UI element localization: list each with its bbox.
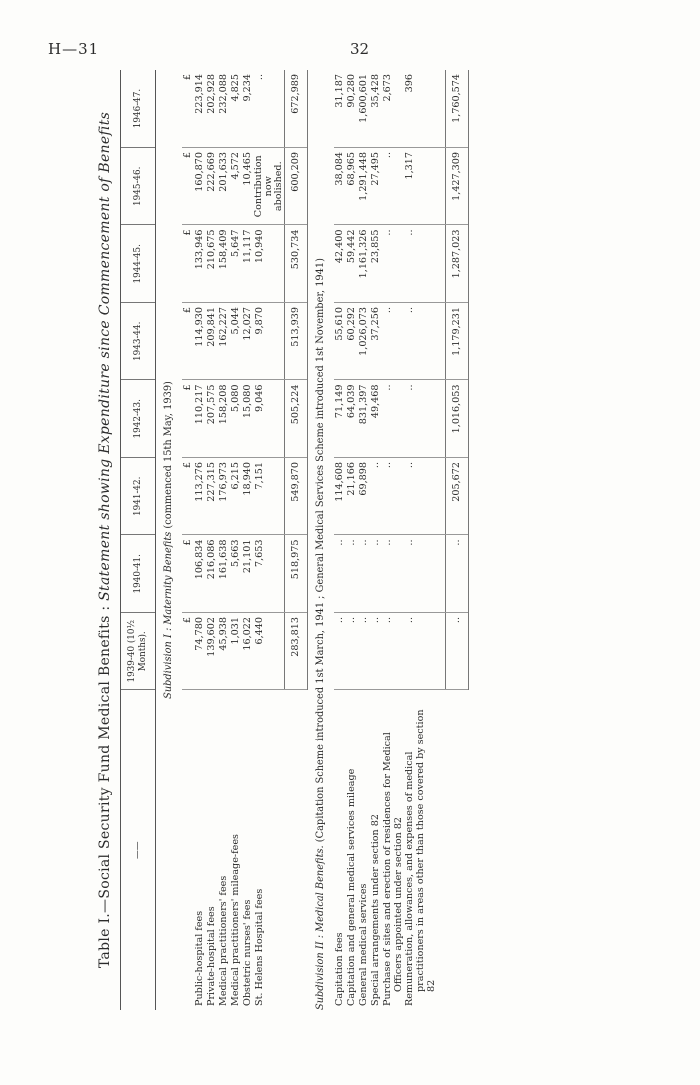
currency-symbol: £ bbox=[182, 458, 194, 536]
table-cell: 5,647 bbox=[230, 225, 242, 303]
table-cell: 10,465 bbox=[242, 148, 254, 226]
total-cell: 513,939 bbox=[285, 303, 308, 381]
column-header: 1946-47. bbox=[121, 70, 156, 148]
total-cell: .. bbox=[446, 613, 469, 691]
subdivision-1-heading bbox=[156, 70, 183, 1010]
table-cell: 9,870 bbox=[254, 303, 285, 381]
table-cell: .. bbox=[404, 225, 437, 303]
column-header: —— bbox=[121, 690, 156, 1010]
table-cell: .. bbox=[382, 148, 404, 226]
total-cell: .. bbox=[446, 535, 469, 613]
table-cell: 18,940 bbox=[242, 458, 254, 536]
table-cell: 37,256 bbox=[370, 303, 382, 381]
table-row bbox=[334, 70, 346, 1010]
table-cell: 1,026,073 bbox=[358, 303, 370, 381]
table-cell: 216,086 bbox=[206, 535, 218, 613]
table-cell: .. bbox=[382, 303, 404, 381]
table-cell: 71,149 bbox=[334, 380, 346, 458]
table-cell: .. bbox=[404, 613, 437, 691]
table-cell: 201,633 bbox=[218, 148, 230, 226]
row-label: Purchase of sites and erection of residences for Medical Officers appointed under section 82 bbox=[382, 732, 404, 1006]
table-cell: .. bbox=[254, 70, 285, 148]
subdivision-2-title: Subdivision II : Medical Benefits. bbox=[315, 845, 326, 1010]
table-cell: 64,039 bbox=[346, 380, 358, 458]
table-cell: 11,117 bbox=[242, 225, 254, 303]
table-cell: 133,946 bbox=[194, 225, 206, 303]
table-cell: 110,217 bbox=[194, 380, 206, 458]
table-row bbox=[230, 70, 242, 1010]
table-cell: .. bbox=[382, 613, 404, 691]
subdivision-1-note: (commenced 15th May, 1939) bbox=[163, 381, 174, 532]
column-header: 1941-42. bbox=[121, 458, 156, 536]
table-cell: 74,780 bbox=[194, 613, 206, 691]
table-cell: .. bbox=[382, 225, 404, 303]
currency-symbol: £ bbox=[182, 535, 194, 613]
table-cell: 106,834 bbox=[194, 535, 206, 613]
table-cell: .. bbox=[334, 613, 346, 691]
table-cell: 114,608 bbox=[334, 458, 346, 536]
total-cell: 1,427,309 bbox=[446, 148, 469, 226]
total-cell: 1,016,053 bbox=[446, 380, 469, 458]
column-header: 1940-41. bbox=[121, 535, 156, 613]
table-row bbox=[370, 70, 382, 1010]
total-cell: 505,224 bbox=[285, 380, 308, 458]
subdivision-2-heading bbox=[308, 70, 335, 1010]
table-cell: 5,044 bbox=[230, 303, 242, 381]
currency-row bbox=[182, 70, 194, 1010]
row-label: Remuneration, allowances, and expenses of medical practitioners in areas other than those covered by section 82 bbox=[404, 709, 437, 1006]
table-row bbox=[254, 70, 285, 1010]
column-header: 1943-44. bbox=[121, 303, 156, 381]
row-label: Medical practitioners' fees bbox=[218, 875, 229, 1006]
subdivision-2-note: (Capitation Scheme introduced 1st March, 1941 ; General Medical Services Scheme introduced 1st November, 1941) bbox=[315, 258, 326, 846]
table-row bbox=[382, 70, 404, 1010]
table-cell: .. bbox=[382, 380, 404, 458]
table-cell: .. bbox=[404, 535, 437, 613]
table-cell: 21,166 bbox=[346, 458, 358, 536]
table-cell: 15,080 bbox=[242, 380, 254, 458]
table-cell: 1,317 bbox=[404, 148, 437, 226]
row-label: Obstetric nurses' fees bbox=[242, 899, 253, 1006]
table-cell: 27,495 bbox=[370, 148, 382, 226]
table-cell: .. bbox=[346, 535, 358, 613]
table-cell: Contribution now abolished. bbox=[254, 148, 285, 226]
table-row bbox=[358, 70, 370, 1010]
total-cell: 205,672 bbox=[446, 458, 469, 536]
table-cell: 7,151 bbox=[254, 458, 285, 536]
row-label: Public-hospital fees bbox=[194, 910, 205, 1006]
table-cell: 7,653 bbox=[254, 535, 285, 613]
column-header: 1945-46. bbox=[121, 148, 156, 226]
table-cell: .. bbox=[358, 613, 370, 691]
table-cell: 162,227 bbox=[218, 303, 230, 381]
total-cell: 1,179,231 bbox=[446, 303, 469, 381]
table-cell: 232,088 bbox=[218, 70, 230, 148]
table-cell: .. bbox=[370, 535, 382, 613]
table-cell: 227,315 bbox=[206, 458, 218, 536]
table-cell: 10,940 bbox=[254, 225, 285, 303]
table-cell: 161,638 bbox=[218, 535, 230, 613]
table-cell: 158,208 bbox=[218, 380, 230, 458]
table-row bbox=[404, 70, 437, 1010]
table-cell: 113,276 bbox=[194, 458, 206, 536]
table-cell: .. bbox=[346, 613, 358, 691]
column-header: 1942-43. bbox=[121, 380, 156, 458]
table-cell: 16,022 bbox=[242, 613, 254, 691]
row-label: St. Helens Hospital fees bbox=[254, 888, 265, 1006]
table-cell: 1,291,448 bbox=[358, 148, 370, 226]
total-cell: 672,989 bbox=[285, 70, 308, 148]
column-header: 1939-40 (10½ Months). bbox=[121, 613, 156, 691]
table-cell: 4,572 bbox=[230, 148, 242, 226]
table-cell: 831,397 bbox=[358, 380, 370, 458]
table-cell: 5,663 bbox=[230, 535, 242, 613]
table-cell: .. bbox=[404, 458, 437, 536]
row-label: Capitation fees bbox=[334, 932, 345, 1006]
subdivision-1-totals-row bbox=[285, 70, 308, 1010]
table-cell: .. bbox=[404, 303, 437, 381]
table-cell: 160,870 bbox=[194, 148, 206, 226]
table-cell: 23,855 bbox=[370, 225, 382, 303]
table-cell: 60,292 bbox=[346, 303, 358, 381]
total-cell: 283,813 bbox=[285, 613, 308, 691]
row-label: Special arrangements under section 82 bbox=[370, 814, 381, 1006]
subdivision-1-title: Subdivision I : Maternity Benefits bbox=[163, 531, 174, 699]
table-row bbox=[218, 70, 230, 1010]
row-label: Private-hospital fees bbox=[206, 906, 217, 1006]
total-cell: 1,760,574 bbox=[446, 70, 469, 148]
table-cell: 90,280 bbox=[346, 70, 358, 148]
column-header: 1944-45. bbox=[121, 225, 156, 303]
table-cell: 223,914 bbox=[194, 70, 206, 148]
total-cell: 1,287,023 bbox=[446, 225, 469, 303]
currency-symbol: £ bbox=[182, 148, 194, 226]
table-cell: .. bbox=[358, 535, 370, 613]
row-label: Medical practitioners' mileage-fees bbox=[230, 834, 241, 1006]
table-cell: 209,841 bbox=[206, 303, 218, 381]
total-cell: 600,209 bbox=[285, 148, 308, 226]
page-number: 32 bbox=[350, 40, 370, 58]
table-cell: 222,669 bbox=[206, 148, 218, 226]
table-caption bbox=[90, 70, 120, 1010]
table-cell: 6,440 bbox=[254, 613, 285, 691]
table-cell: .. bbox=[382, 535, 404, 613]
table-row bbox=[346, 70, 358, 1010]
table-cell: .. bbox=[370, 458, 382, 536]
table-cell: 396 bbox=[404, 70, 437, 148]
table-cell: 5,080 bbox=[230, 380, 242, 458]
table-cell: 69,898 bbox=[358, 458, 370, 536]
table-cell: 139,602 bbox=[206, 613, 218, 691]
table-cell: 4,825 bbox=[230, 70, 242, 148]
currency-symbol: £ bbox=[182, 225, 194, 303]
total-cell: 518,975 bbox=[285, 535, 308, 613]
table-cell: 42,400 bbox=[334, 225, 346, 303]
row-label: Capitation and general medical services mileage bbox=[346, 768, 357, 1006]
subdivision-2-totals-row bbox=[446, 70, 469, 1010]
table-cell: .. bbox=[334, 535, 346, 613]
table-cell: 207,575 bbox=[206, 380, 218, 458]
table-cell: 176,973 bbox=[218, 458, 230, 536]
caption-suffix: Statement showing Expenditure since Commencement of Benefits bbox=[97, 111, 113, 601]
table-row bbox=[194, 70, 206, 1010]
table-cell: 9,046 bbox=[254, 380, 285, 458]
table-cell: 35,428 bbox=[370, 70, 382, 148]
rotated-table-block bbox=[90, 70, 580, 1010]
spacer-row bbox=[437, 70, 446, 1010]
table-cell: .. bbox=[404, 380, 437, 458]
currency-symbol: £ bbox=[182, 70, 194, 148]
currency-symbol: £ bbox=[182, 380, 194, 458]
table-cell: 6,215 bbox=[230, 458, 242, 536]
row-label: General medical services bbox=[358, 883, 369, 1006]
page-code: H—31 bbox=[48, 40, 100, 58]
total-cell: 549,870 bbox=[285, 458, 308, 536]
currency-symbol: £ bbox=[182, 303, 194, 381]
table-cell: 1,161,326 bbox=[358, 225, 370, 303]
table-cell: 21,101 bbox=[242, 535, 254, 613]
table-cell: 59,442 bbox=[346, 225, 358, 303]
table-cell: 38,084 bbox=[334, 148, 346, 226]
total-cell: 530,734 bbox=[285, 225, 308, 303]
table-cell: 45,938 bbox=[218, 613, 230, 691]
table-cell: 202,928 bbox=[206, 70, 218, 148]
currency-symbol: £ bbox=[182, 613, 194, 691]
table-cell: 49,468 bbox=[370, 380, 382, 458]
table-cell: 1,600,601 bbox=[358, 70, 370, 148]
table-cell: 12,027 bbox=[242, 303, 254, 381]
table-cell: .. bbox=[370, 613, 382, 691]
caption-prefix: Table I.—Social Security Fund Medical Benefits : bbox=[97, 605, 113, 969]
table-cell: 55,610 bbox=[334, 303, 346, 381]
table-cell: 114,930 bbox=[194, 303, 206, 381]
table-cell: 9,234 bbox=[242, 70, 254, 148]
table-cell: 68,965 bbox=[346, 148, 358, 226]
table-cell: 158,409 bbox=[218, 225, 230, 303]
expenditure-table bbox=[120, 70, 469, 1010]
header-row bbox=[121, 70, 156, 1010]
table-cell: 31,187 bbox=[334, 70, 346, 148]
table-cell: 2,673 bbox=[382, 70, 404, 148]
table-row bbox=[206, 70, 218, 1010]
table-cell: .. bbox=[382, 458, 404, 536]
table-cell: 210,675 bbox=[206, 225, 218, 303]
table-cell: 1,031 bbox=[230, 613, 242, 691]
